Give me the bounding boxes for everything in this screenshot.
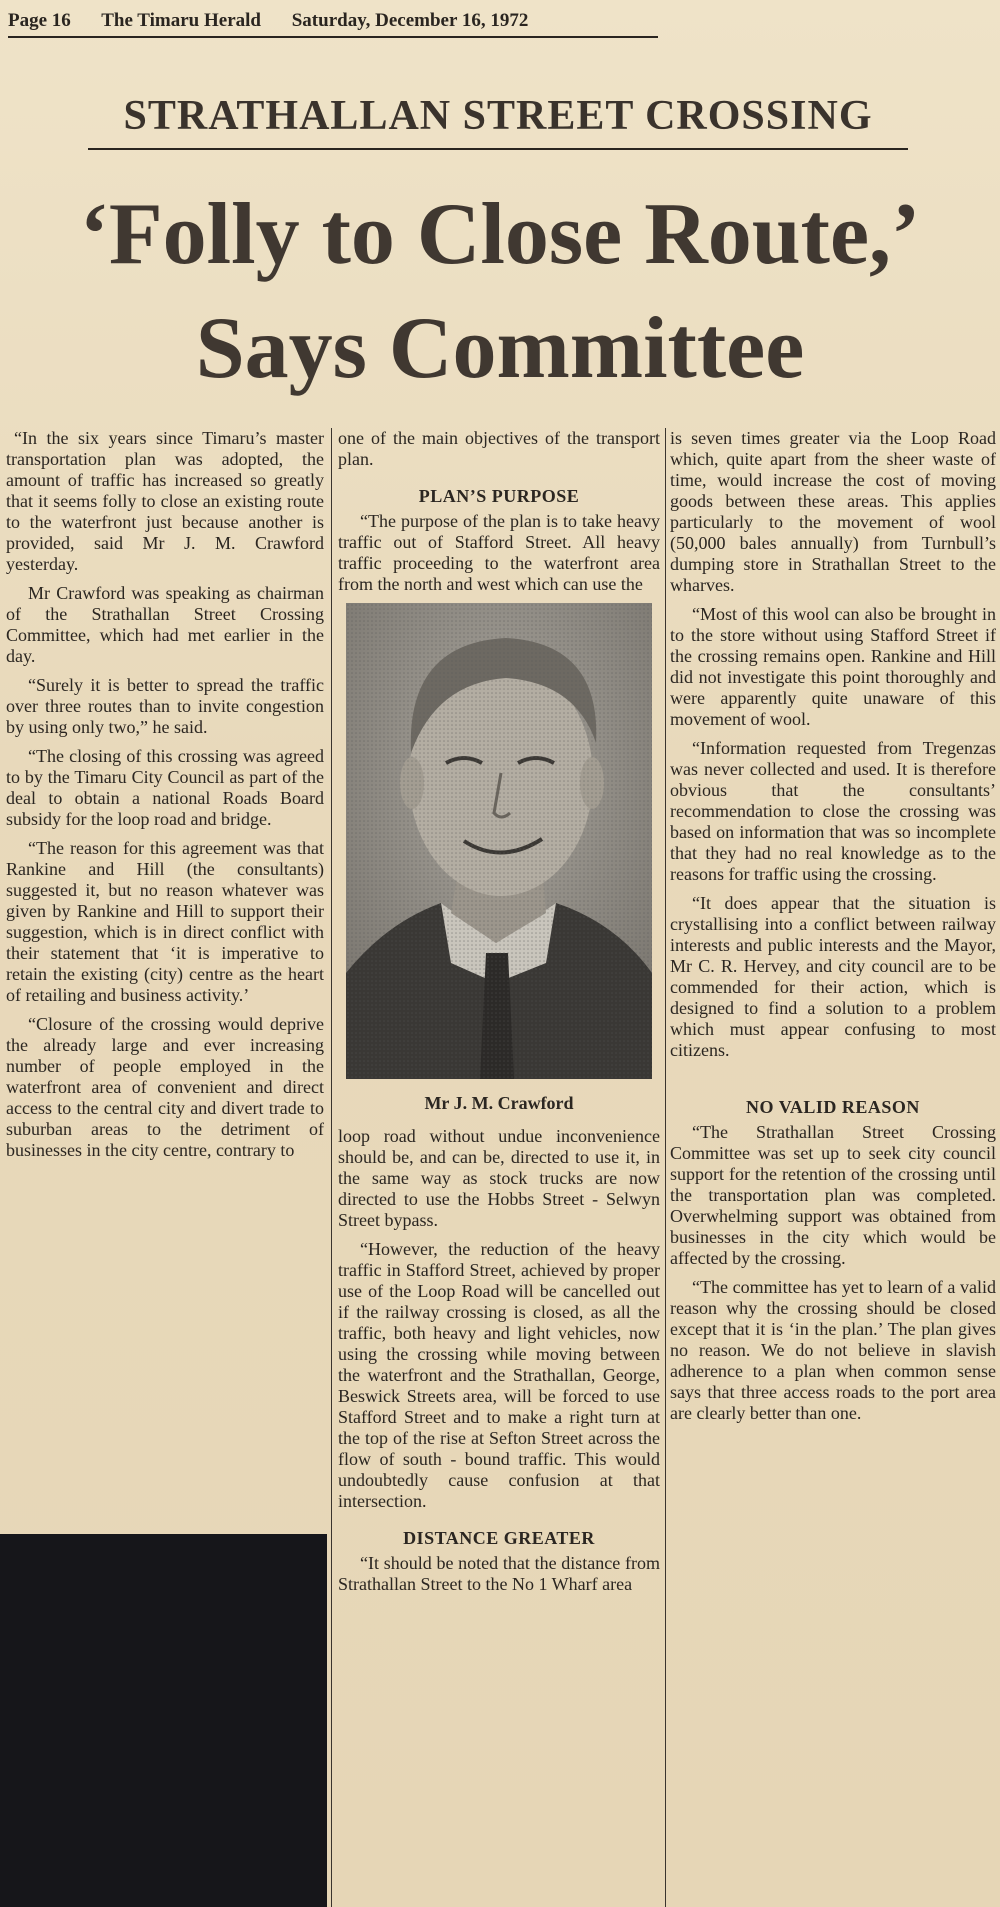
paragraph: loop road without undue inconvenience should be, and can be, directed to use it, in the same way as stock trucks are now directed to use the Hobbs Street - Selwyn Street bypass. [338,1126,660,1230]
column-rule [331,428,332,1907]
paragraph: “It should be noted that the distance from Strathallan Street to the No 1 Wharf area [338,1553,660,1594]
paragraph: “However, the reduction of the heavy traffic in Stafford Street, achieved by proper use of the Loop Road will be cancelled out if the railway crossing is closed, as all the traffic, both heavy and light vehicles, now using the crossing while moving between the waterfront and the Strathallan, George, Beswick Streets area, will be forced to use Stafford Street and to make a right turn at the top of the rise at Sefton Street across the flow of south - bound traffic. This would undoubtedly cause confusion at that intersection. [338,1239,660,1511]
column-rule [665,428,666,1907]
paragraph: “It does appear that the situation is crystallising into a conflict between railway interests and public interests and the Mayor, Mr C. R. Hervey, and city council are to be commended for their action, which is designed to find a solution to a problem which must appear confusing to most citizens. [670,893,996,1060]
dark-area [0,1534,327,1907]
paragraph: “The closing of this crossing was agreed to by the Timaru City Council as part of the deal to obtain a national Roads Board subsidy for the loop road and bridge. [6,746,324,829]
portrait-illustration [346,603,652,1079]
paragraph: “In the six years since Timaru’s master transportation plan was adopted, the amount of traffic has increased so greatly that it seems folly to close an existing route to the waterfront just because another is provided, said Mr J. M. Crawford yesterday. [6,428,324,574]
paragraph: “Surely it is better to spread the traffic over three routes than to invite congestion by using only two,” he said. [6,675,324,737]
paragraph: “The reason for this agreement was that Rankine and Hill (the consultants) suggested it, but no reason whatever was given by Rankine and Hill to support their suggestion, which is in direct conflict with their statement that ‘it is imperative to retain the existing (city) centre as the heart of retailing and business activity.’ [6,838,324,1005]
masthead [8,10,658,38]
paragraph: “Most of this wool can also be brought in to the store without using Stafford Street if the crossing remains open. Rankine and Hill did not investigate this point thoroughly and were apparently quite unaware of this movement of wool. [670,604,996,729]
headline [0,178,1000,406]
headline-line-1: ‘Folly to Close Route,’ [79,186,921,283]
subheading-plans-purpose: PLAN’S PURPOSE [418,486,580,506]
page-number: Page 16 [8,10,71,31]
subheading-no-valid-reason: NO VALID REASON [746,1097,920,1117]
subheading-distance-greater: DISTANCE GREATER [403,1528,595,1548]
article-column-3 [670,428,996,1432]
article-column-2 [338,428,660,1603]
paragraph: “Closure of the crossing would deprive the already large and ever increasing number of people employed in the waterfront area of convenient and direct access to the central city and divert trade to suburban areas to the detriment of businesses in the city centre, contrary to [6,1014,324,1160]
paragraph: “The purpose of the plan is to take heavy traffic out of Stafford Street. All heavy traffic proceeding to the waterfront area from the north and west which can use the [338,511,660,594]
section-kicker: STRATHALLAN STREET CROSSING [88,92,908,150]
article-column-1 [6,428,324,1169]
newspaper-name: The Timaru Herald [101,10,261,31]
paragraph: “Information requested from Tregenzas was never collected and used. It is therefore obvious that the consultants’ recommendation to close the crossing was based on information that was so incomplete that they had no real knowledge as to the reasons for traffic using the crossing. [670,738,996,884]
paragraph: Mr Crawford was speaking as chairman of the Strathallan Street Crossing Committee, which had met earlier in the day. [6,583,324,666]
portrait-photo [346,603,652,1079]
paragraph: “The committee has yet to learn of a valid reason why the crossing should be closed except that it is ‘in the plan.’ The plan gives no reason. We do not believe in slavish adherence to a plan when common sense says that three access roads to the port area are clearly better than one. [670,1277,996,1423]
paragraph: is seven times greater via the Loop Road which, quite apart from the sheer waste of time, would increase the cost of moving goods between these areas. This applies particularly to the movement of wool (50,000 bales annually) from Turnbull’s dumping store in Strathallan Street to the wharves. [670,428,996,595]
paragraph: one of the main objectives of the transport plan. [338,428,660,469]
issue-date: Saturday, December 16, 1972 [291,10,529,31]
headline-line-2: Says Committee [195,300,805,397]
paragraph: “The Strathallan Street Crossing Committee was set up to seek city council support for the retention of the crossing until the transportation plan was completed. Overwhelming support was obtained from businesses in the city which would be affected by the crossing. [670,1122,996,1268]
photo-caption: Mr J. M. Crawford [424,1093,574,1113]
